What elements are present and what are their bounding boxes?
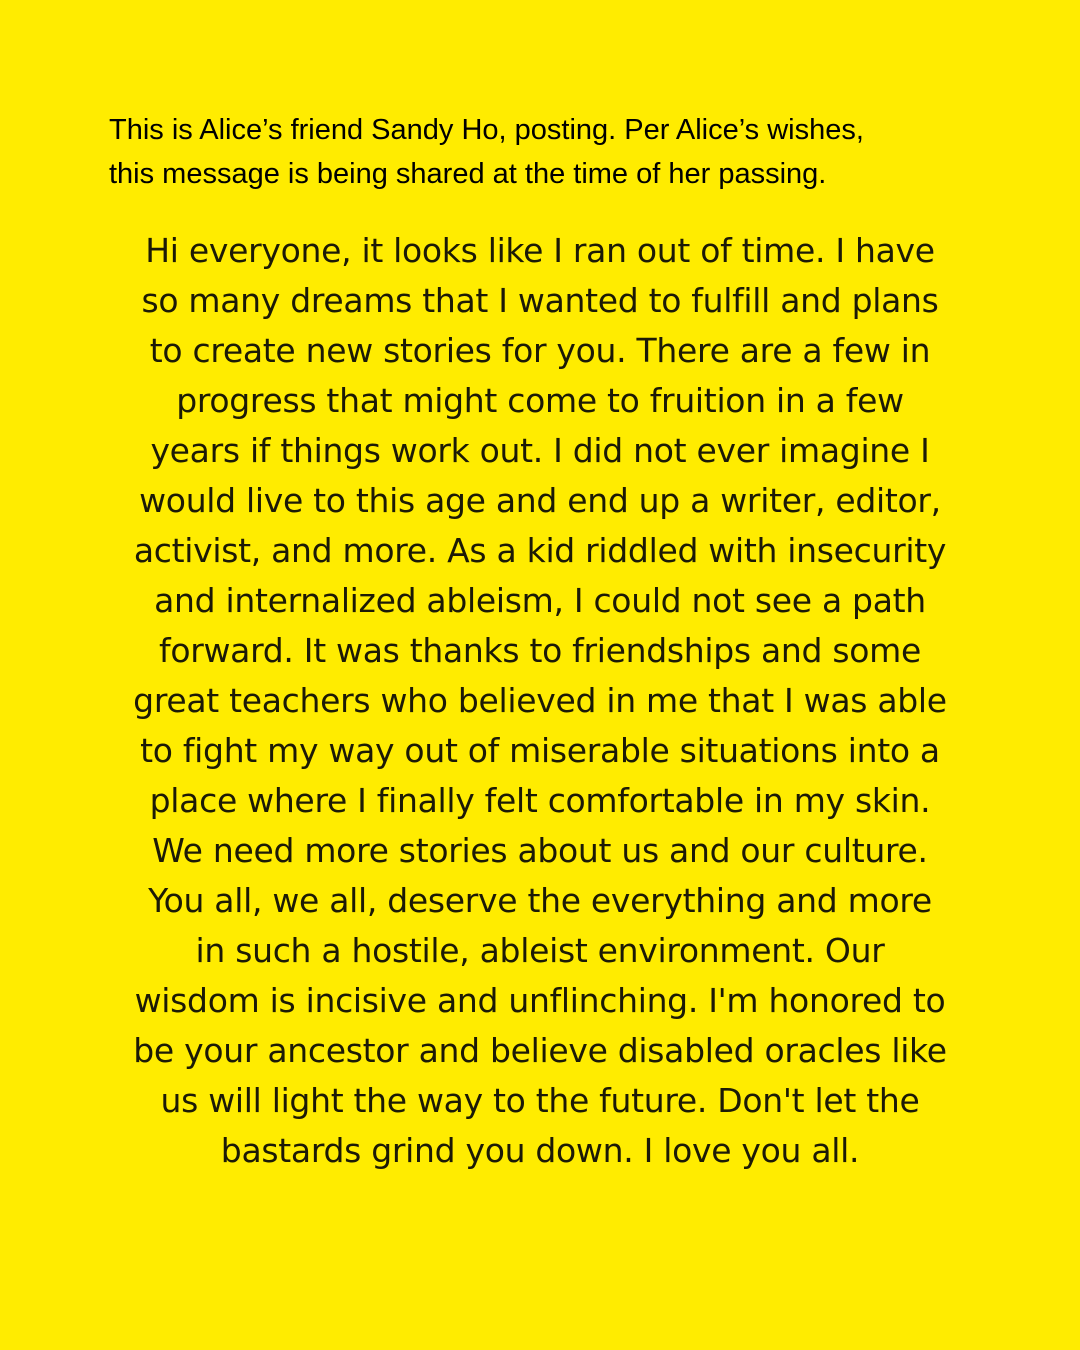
- message-line: place where I finally felt comfortable in my skin.: [149, 781, 931, 820]
- message-line: forward. It was thanks to friendships and some: [159, 631, 921, 670]
- message-line: to fight my way out of miserable situations into a: [140, 731, 940, 770]
- message-line: to create new stories for you. There are a few in: [149, 331, 931, 370]
- message-line: wisdom is incisive and unflinching. I'm honored to: [134, 981, 946, 1020]
- message-line: great teachers who believed in me that I was able: [133, 681, 947, 720]
- message-line: You all, we all, deserve the everything and more: [148, 881, 932, 920]
- message-line: years if things work out. I did not ever imagine I: [150, 431, 930, 470]
- farewell-message: [60, 226, 1020, 1176]
- message-line: progress that might come to fruition in a few: [176, 381, 904, 420]
- message-line: us will light the way to the future. Don't let the: [160, 1081, 920, 1120]
- message-line: so many dreams that I wanted to fulfill and plans: [141, 281, 939, 320]
- intro-line: This is Alice’s friend Sandy Ho, posting. Per Alice’s wishes,: [109, 114, 864, 146]
- intro-note: [109, 108, 989, 196]
- message-line: and internalized ableism, I could not see a path: [154, 581, 926, 620]
- intro-line: this message is being shared at the time of her passing.: [109, 158, 827, 190]
- message-line: We need more stories about us and our culture.: [152, 831, 928, 870]
- message-line: would live to this age and end up a writer, editor,: [139, 481, 941, 520]
- message-line: bastards grind you down. I love you all.: [220, 1131, 860, 1170]
- message-line: activist, and more. As a kid riddled with insecurity: [133, 531, 947, 570]
- message-line: be your ancestor and believe disabled oracles like: [133, 1031, 947, 1070]
- message-line: in such a hostile, ableist environment. Our: [195, 931, 885, 970]
- message-line: Hi everyone, it looks like I ran out of time. I have: [145, 231, 935, 270]
